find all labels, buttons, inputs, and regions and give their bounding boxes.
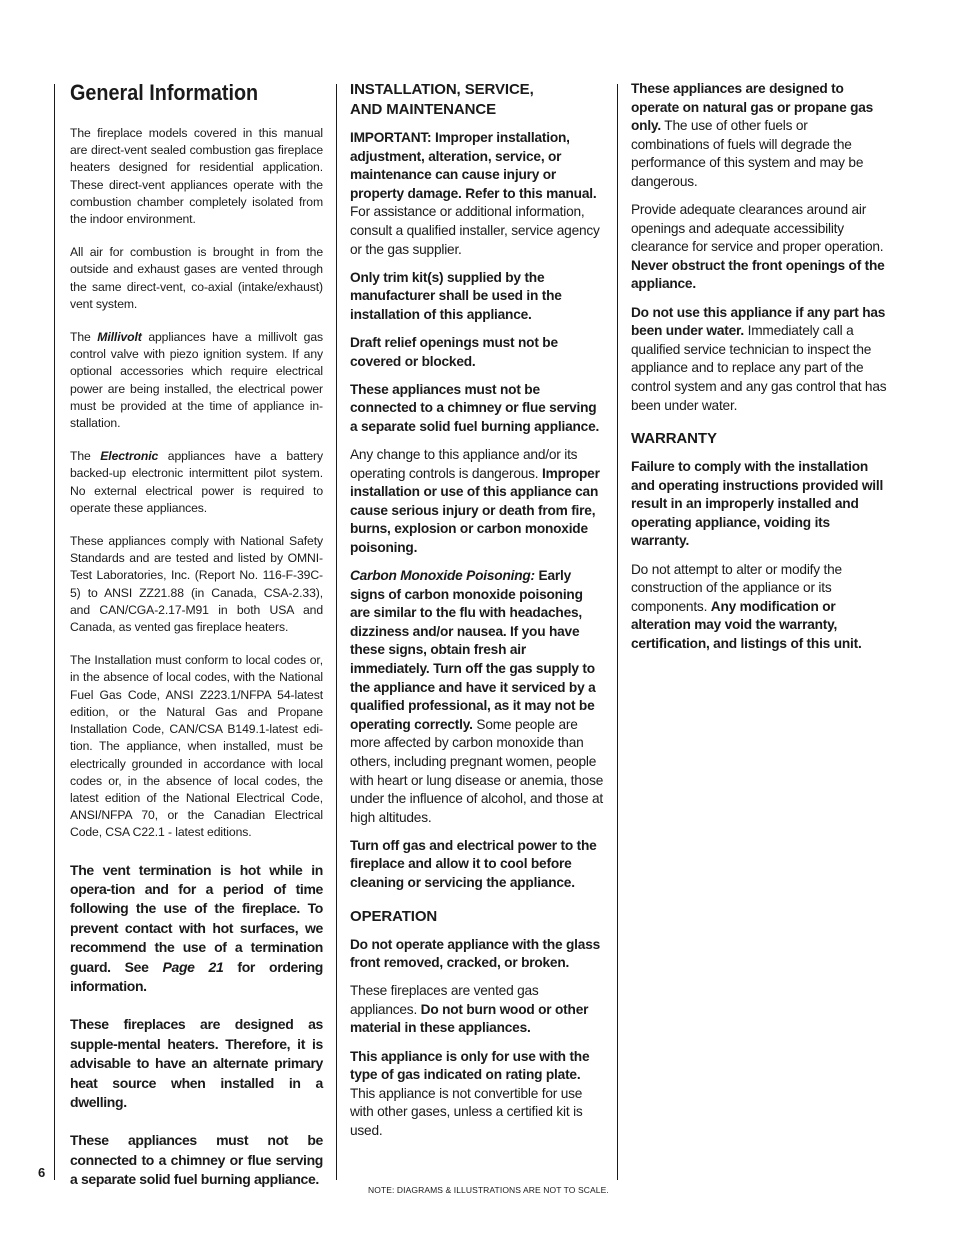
text-run: Provide adequate clearances around air openings and adequate accessibility clearance for service and proper operation. xyxy=(631,202,884,255)
text-run-bold: Improper installation or use of this appliance can cause serious injury or death from fire, burns, explosion or carbon monoxide poisoning. xyxy=(350,465,600,555)
text-run: This appliance is not convertible for use with other gases, unless a certified kit is used. xyxy=(350,1085,583,1138)
paragraph: These appliances comply with National Safety Standards and are tested and listed by OMNI-Test Laboratories, Inc. (Report No. 116-F-39C-5) to ANSI ZZ21.88 (in Canada, CSA-2.33), and CAN/CGA-2.17-M91 in both USA and Canada, as vented gas fireplace heaters. xyxy=(70,534,323,635)
text-run-bold: Draft relief openings must not be covered or blocked. xyxy=(350,334,558,369)
column-rule-middle xyxy=(336,84,337,1180)
paragraph-warning: These appliances must not be connected to a chimney or flue serving a separate solid fuel burning appliance. xyxy=(70,1132,323,1188)
column-rule-left xyxy=(54,84,55,1180)
paragraph: The fireplace models covered in this manual are direct-vent sealed combustion gas fireplace heaters designed for residential application. These direct-vent appliances operate with the combustion chamber completely isolated from the indoor environment. xyxy=(70,126,323,227)
text-run: Some people are more affected by carbon monoxide than others, including pregnant women, people with heart or lung disease or anemia, those under the influence of alcohol, and those at high altitudes. xyxy=(350,716,604,825)
text-run-bold: Never obstruct the front openings of the appliance. xyxy=(631,257,885,292)
text-run: The use of other fuels or combinations of fuels will degrade the performance of this system and may be dangerous. xyxy=(631,118,864,189)
footer-note: NOTE: DIAGRAMS & ILLUSTRATIONS ARE NOT TO SCALE. xyxy=(368,1185,609,1195)
text-run: The xyxy=(70,330,98,345)
text-run-italic: Carbon Monoxide Poisoning: xyxy=(350,567,535,583)
section-heading-installation: INSTALLATION, SERVICE, AND MAINTENANCE xyxy=(350,81,534,118)
text-run: for ordering information. xyxy=(70,958,323,994)
paragraph xyxy=(631,80,887,192)
column-general-information xyxy=(70,80,323,1209)
text-run-bold: Do not use this appliance if any part has been under water. xyxy=(631,304,886,339)
column-rule-right xyxy=(617,84,618,1180)
paragraph-carbon-monoxide xyxy=(350,567,606,827)
text-run-bold: Any modification or alteration may void the warranty, certification, and listings of this unit. xyxy=(631,598,862,651)
paragraph: All air for combustion is brought in from the outside and exhaust gases are vented through the same direct-vent, co-axial (intake/exhaust) vent system. xyxy=(70,245,323,311)
paragraph xyxy=(70,448,323,517)
text-run-bold: Do not operate appliance with the glass front removed, cracked, or broken. xyxy=(350,936,601,971)
paragraph xyxy=(350,269,606,325)
paragraph xyxy=(350,381,606,437)
text-run-bold: This appliance is only for use with the type of gas indicated on rating plate. xyxy=(350,1048,590,1083)
text-run: Any change to this appliance and/or its operating controls is dangerous. xyxy=(350,446,578,481)
text-run-bold: IMPORTANT: Improper installation, adjustment, alteration, service, or maintenance can cause injury or property damage. Refer to this manual. xyxy=(350,130,597,201)
text-run: Do not attempt to alter or modify the construction of the appliance or its components. xyxy=(631,561,842,614)
paragraph xyxy=(631,201,887,294)
term-millivolt: Millivolt xyxy=(97,330,142,345)
paragraph-warning: These fireplaces are designed as supple-mental heaters. Therefore, it is advisable to have an alternate primary heat source when installed in a dwelling. xyxy=(70,1016,323,1110)
paragraph xyxy=(70,329,323,432)
text-run: For assistance or additional information, consult a qualified installer, service agency or the gas supplier. xyxy=(350,204,600,257)
paragraph xyxy=(631,304,887,416)
text-run: appliances have a battery backed-up electronic intermittent pilot system. No external electrical power is required to operate these appliances. xyxy=(70,449,323,515)
page-number: 6 xyxy=(38,1165,46,1180)
text-run-bold: These appliances must not be connected to a chimney or flue serving a separate solid fuel burning appliance. xyxy=(350,381,600,434)
text-run-bold: Only trim kit(s) supplied by the manufacturer shall be used in the installation of this appliance. xyxy=(350,269,562,322)
paragraph xyxy=(631,458,887,551)
paragraph xyxy=(631,561,887,654)
paragraph xyxy=(350,446,606,558)
text-run-bold: Early signs of carbon monoxide poisoning are similar to the flu with headaches, dizziness and/or nausea. If you have these signs, obtain fresh air immediately. Turn off the gas supply to the appliance and have it serviced by a qualified professional, as it may not be operating correctly. xyxy=(350,567,596,732)
text-run: The vent termination is hot while in opera-tion and for a period of time following the use of the fireplace. To prevent contact with hot surfaces, we recommend the use of a termination guard. See xyxy=(70,861,323,975)
paragraph xyxy=(350,129,606,259)
section-heading-operation: OPERATION xyxy=(350,907,438,925)
text-run: These fireplaces are vented gas appliances. xyxy=(350,983,539,1017)
paragraph xyxy=(350,1048,606,1141)
text-run: Immediately call a qualified service technician to inspect the appliance and to replace any part of the control system and any gas control that has been under water. xyxy=(631,323,887,413)
paragraph xyxy=(350,334,606,371)
text-run-bold: Turn off gas and electrical power to the fireplace and allow it to cool before cleaning or servicing the appliance. xyxy=(350,837,597,890)
text-run: appliances have a millivolt gas control valve with piezo ignition system. If any optional accessories which require electrical power are being installed, the electrical power must be provided at the time of appliance in-stallation. xyxy=(70,330,323,431)
section-heading-warranty: WARRANTY xyxy=(631,430,717,448)
paragraph xyxy=(350,982,606,1038)
text-run-bold: Do not burn wood or other material in these appliances. xyxy=(350,1001,589,1036)
text-run-bold: Failure to comply with the installation and operating instructions provided will result in an improperly installed and operating appliance, voiding its warranty. xyxy=(631,459,884,549)
paragraph xyxy=(350,936,606,973)
page-title: General Information xyxy=(70,80,259,105)
paragraph-warning xyxy=(70,861,323,997)
column-installation xyxy=(350,80,606,1150)
text-run-bold: These appliances are designed to operate on natural gas or propane gas only. xyxy=(631,81,874,134)
paragraph: The Installation must conform to local codes or, in the absence of local codes, with the National Fuel Gas Code, ANSI Z223.1/NFPA 54-latest edition, or the Natural Gas and Propane Installation Code, CAN/CSA B149.1-latest edi-tion. The appliance, when installed, must be electrically grounded in accordance with local codes or, in the absence of local codes, the latest edition of the National Electrical Code, ANSI/NFPA 70, or the Canadian Electrical Code, CSA C22.1 - latest editions. xyxy=(70,653,323,840)
term-electronic: Electronic xyxy=(100,449,159,464)
text-run: The xyxy=(70,449,101,464)
column-gas-and-warranty xyxy=(631,80,887,663)
paragraph xyxy=(350,837,606,893)
page-reference: Page 21 xyxy=(162,958,224,975)
